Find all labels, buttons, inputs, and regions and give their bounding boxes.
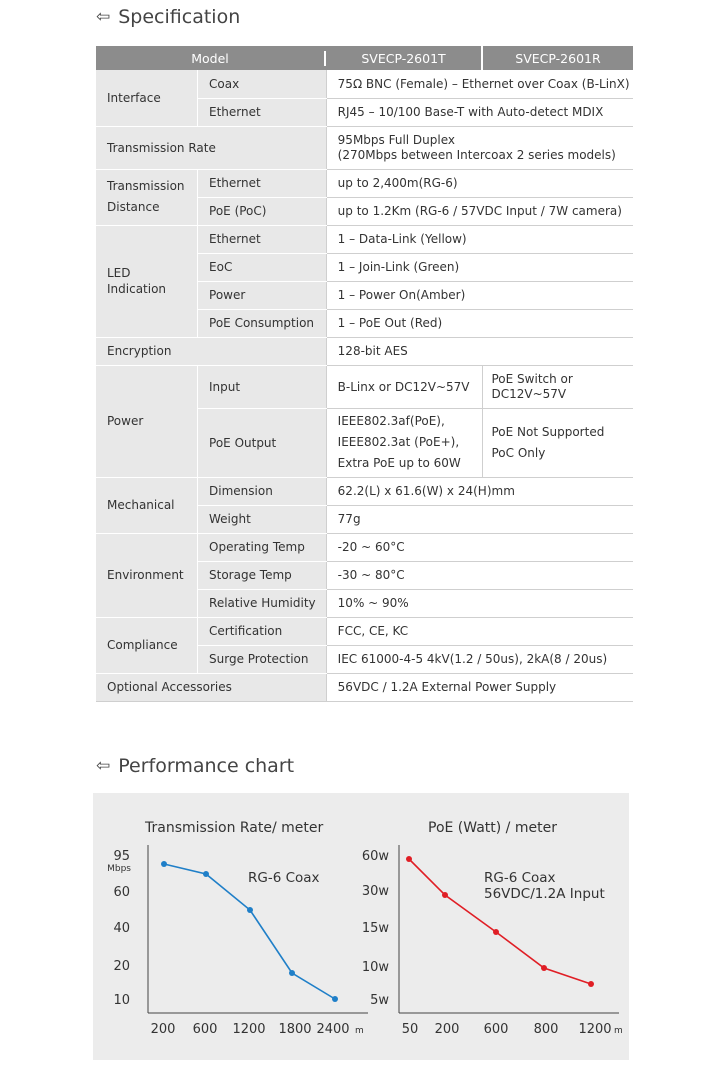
- x-tick-label: 1200: [578, 1022, 612, 1037]
- perf-title-text: Performance chart: [118, 755, 295, 777]
- chart-annotation-line2: 56VDC/1.2A Input: [484, 886, 605, 902]
- power-input-r-line1: PoE Switch or: [491, 371, 573, 386]
- y-tick-label: 10w: [361, 960, 389, 975]
- distance-label-line2: Distance: [107, 200, 160, 214]
- environment-label: Environment: [96, 533, 198, 617]
- x-tick-label: 600: [192, 1022, 218, 1037]
- model-col1-header: SVECP-2601T: [324, 51, 481, 66]
- x-unit-label: m: [355, 1026, 364, 1036]
- power-input-label: Input: [198, 365, 327, 408]
- power-poe-t-line1: IEEE802.3af(PoE),: [337, 414, 445, 428]
- led-poe-value: 1 – PoE Out (Red): [326, 309, 633, 337]
- spec-section-title: [96, 6, 240, 28]
- perf-section-title: [96, 755, 294, 777]
- surge-label: Surge Protection: [198, 645, 327, 673]
- operating-temp-label: Operating Temp: [198, 533, 327, 561]
- chart-title: Transmission Rate/ meter: [145, 820, 324, 836]
- ethernet-value: RJ45 – 10/100 Base-T with Auto-detect MDIX: [326, 98, 633, 126]
- model-col2-header: SVECP-2601R: [482, 46, 633, 70]
- y-unit-label: Mbps: [107, 864, 131, 874]
- dimension-label: Dimension: [198, 477, 327, 505]
- humidity-label: Relative Humidity: [198, 589, 327, 617]
- data-point: [442, 892, 448, 898]
- led-eoc-label: EoC: [198, 253, 327, 281]
- coax-value: 75Ω BNC (Female) – Ethernet over Coax (B-LinX): [326, 70, 633, 98]
- table-row: [96, 70, 633, 98]
- surge-value: IEC 61000-4-5 4kV(1.2 / 50us), 2kA(8 / 20us): [326, 645, 633, 673]
- power-poe-r-line2: PoC Only: [491, 445, 546, 460]
- led-ethernet-value: 1 – Data-Link (Yellow): [326, 225, 633, 253]
- encryption-label: Encryption: [96, 337, 326, 365]
- led-power-label: Power: [198, 281, 327, 309]
- data-point: [203, 871, 209, 877]
- table-row: [96, 673, 633, 701]
- power-input-r-line2: DC12V~57V: [491, 386, 567, 401]
- data-point: [588, 981, 594, 987]
- data-point: [493, 929, 499, 935]
- storage-temp-value: -30 ~ 80°C: [326, 561, 633, 589]
- accessories-value: 56VDC / 1.2A External Power Supply: [326, 673, 633, 701]
- y-tick-label: 30w: [361, 884, 389, 899]
- table-row: [96, 365, 633, 408]
- power-input-t-value: B-Linx or DC12V~57V: [326, 365, 482, 408]
- compliance-label: Compliance: [96, 617, 198, 673]
- data-point: [406, 856, 412, 862]
- spec-title-text: Specification: [118, 6, 241, 28]
- table-row: [96, 477, 633, 505]
- performance-charts-svg: [93, 793, 629, 1060]
- data-point: [332, 996, 338, 1002]
- operating-temp-value: -20 ~ 60°C: [326, 533, 633, 561]
- weight-value: 77g: [326, 505, 633, 533]
- led-label-line1: LED: [107, 266, 131, 280]
- x-tick-label: 1200: [232, 1022, 266, 1037]
- x-tick-label: 2400: [316, 1022, 350, 1037]
- distance-poe-label: PoE (PoC): [198, 197, 327, 225]
- y-tick-label: 5w: [370, 993, 389, 1008]
- table-row: [96, 337, 633, 365]
- x-tick-label: 200: [434, 1022, 460, 1037]
- y-tick-label: 40: [113, 921, 130, 936]
- y-tick-label: 20: [113, 959, 130, 974]
- y-tick-label: 60: [113, 885, 130, 900]
- data-point: [161, 861, 167, 867]
- back-arrow-icon: ⇦: [96, 756, 111, 776]
- storage-temp-label: Storage Temp: [198, 561, 327, 589]
- table-row: [96, 225, 633, 253]
- distance-ethernet-value: up to 2,400m(RG-6): [326, 169, 633, 197]
- power-label: Power: [96, 365, 198, 477]
- table-row: [96, 533, 633, 561]
- led-eoc-value: 1 – Join-Link (Green): [326, 253, 633, 281]
- data-point: [247, 907, 253, 913]
- y-tick-label: 95: [113, 849, 130, 864]
- interface-label: Interface: [96, 70, 198, 126]
- x-tick-label: 600: [483, 1022, 509, 1037]
- x-tick-label: 800: [533, 1022, 559, 1037]
- power-poe-r-line1: PoE Not Supported: [491, 424, 605, 439]
- ethernet-label: Ethernet: [198, 98, 327, 126]
- weight-label: Weight: [198, 505, 327, 533]
- data-point: [541, 965, 547, 971]
- specification-table: [96, 46, 633, 702]
- y-tick-label: 10: [113, 993, 130, 1008]
- table-row: [96, 617, 633, 645]
- encryption-value: 128-bit AES: [326, 337, 633, 365]
- x-tick-label: 1800: [278, 1022, 312, 1037]
- certification-label: Certification: [198, 617, 327, 645]
- power-poe-output-label: PoE Output: [198, 408, 327, 477]
- led-ethernet-label: Ethernet: [198, 225, 327, 253]
- certification-value: FCC, CE, KC: [326, 617, 633, 645]
- mechanical-label: Mechanical: [96, 477, 198, 533]
- y-tick-label: 15w: [361, 921, 389, 936]
- chart-annotation: RG-6 Coax: [248, 870, 320, 886]
- distance-label-line1: Transmission: [107, 179, 185, 193]
- y-tick-label: 60w: [361, 849, 389, 864]
- accessories-label: Optional Accessories: [96, 673, 326, 701]
- x-unit-label: m: [614, 1026, 623, 1036]
- performance-chart-panel: [93, 793, 629, 1060]
- chart-title: PoE (Watt) / meter: [428, 820, 557, 836]
- table-row: [96, 126, 633, 169]
- transmission-rate-line1: 95Mbps Full Duplex: [337, 132, 455, 147]
- led-poe-label: PoE Consumption: [198, 309, 327, 337]
- distance-ethernet-label: Ethernet: [198, 169, 327, 197]
- transmission-rate-label: Transmission Rate: [96, 126, 326, 169]
- power-poe-t-line3: Extra PoE up to 60W: [337, 456, 461, 470]
- chart-annotation-line1: RG-6 Coax: [484, 870, 556, 886]
- humidity-value: 10% ~ 90%: [326, 589, 633, 617]
- dimension-value: 62.2(L) x 61.6(W) x 24(H)mm: [326, 477, 633, 505]
- power-poe-t-line2: IEEE802.3at (PoE+),: [337, 435, 460, 449]
- coax-label: Coax: [198, 70, 327, 98]
- distance-poe-value: up to 1.2Km (RG-6 / 57VDC Input / 7W camera): [326, 197, 633, 225]
- back-arrow-icon: ⇦: [96, 7, 111, 27]
- table-header-row: [96, 46, 633, 70]
- table-row: [96, 169, 633, 197]
- model-header: Model: [191, 50, 229, 66]
- led-power-value: 1 – Power On(Amber): [326, 281, 633, 309]
- data-point: [289, 970, 295, 976]
- led-label-line2: Indication: [107, 282, 167, 296]
- transmission-rate-line2: (270Mbps between Intercoax 2 series models): [337, 147, 616, 162]
- x-tick-label: 200: [150, 1022, 176, 1037]
- x-tick-label: 50: [401, 1022, 419, 1037]
